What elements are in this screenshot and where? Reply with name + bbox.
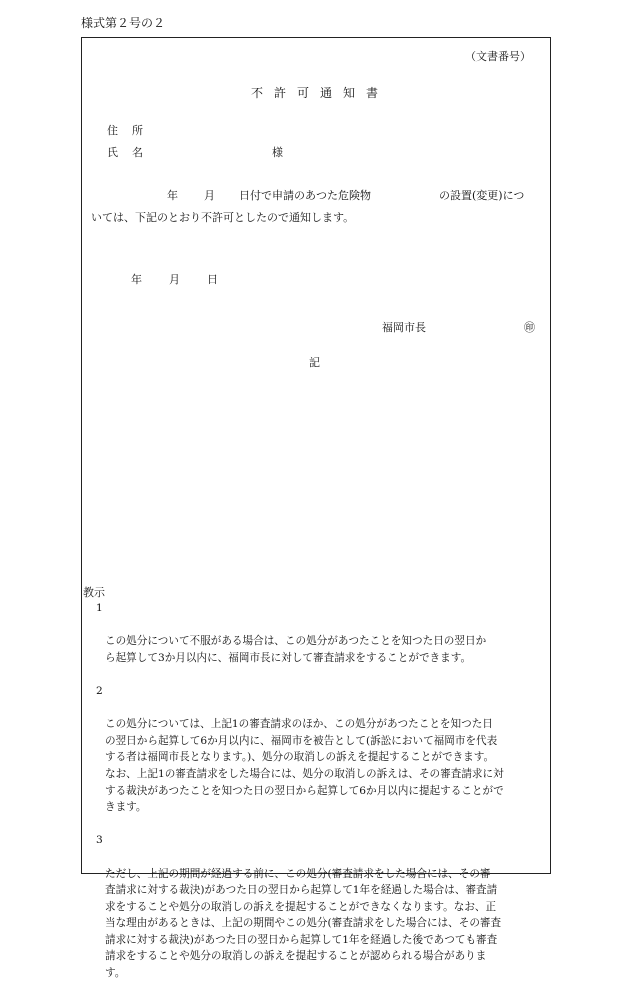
body-line1-tail: の設置(変更)につ [439,189,525,202]
date-day: 日 [207,273,218,286]
note-item [83,832,548,998]
date-year: 年 [131,273,142,286]
seal-mark: ㊞ [524,321,535,334]
name-row [107,144,283,160]
document-number: （文書番号） [465,50,531,63]
document-title: 不許可通知書 [251,86,390,100]
issue-date [131,271,245,287]
note-number: 2 [96,684,103,697]
name-label: 氏名 [107,146,157,159]
honorific-sama: 様 [272,146,283,159]
note-text: この処分について不服がある場合は、この処分があつたことを知つた日の翌日か ら起算して3か月以内に、福岡市長に対して審査請求をすることができます。 [105,635,487,664]
note-item [83,600,548,683]
address-row [107,122,155,138]
notes-list [83,600,548,998]
address-label: 住所 [107,124,157,137]
notes-heading: 教示 [83,586,105,599]
form-number: 様式第２号の２ [81,16,166,30]
note-text: この処分については、上記1の審査請求のほか、この処分があつたことを知つた日 の翌日から起算して6か月以内に、福岡市を被告として(訴訟において福岡市を代表 する者は福岡市長となります。)、処分の取消しの訴えを提起することができます。 なお、上記1の審査請求をした場合には、処分の取消しの訴えは、その審査請求に対 する裁決があつたことを知つた日の翌日から起算して6か月以内に提起することがで きます。 [105,718,504,814]
body-month: 月 [204,189,215,202]
note-number: 1 [96,602,103,614]
body-year: 年 [167,189,178,202]
note-number: 3 [96,834,103,847]
issuer-title: 福岡市長 [382,321,426,334]
ki-heading: 記 [309,356,320,369]
note-text: ただし、上記の期間が経過する前に、この処分(審査請求をした場合には、その審 査請求に対する裁決)があつた日の翌日から起算して1年を経過した場合は、審査請 求をすることや処分の取消しの訴えを提起することができなくなります。なお、正 当な理由があるときは、上記の期間やこの処分(審査請求をした場合には、その審査 請求に対する裁決)があつた日の翌日から起算して1年を経過した後であつても審査 請求をすることや処分の取消しの訴えを提起することが認められる場合がありま す。 [105,867,502,980]
date-month: 月 [169,273,180,286]
body-line1-main: 日付で申請のあつた危険物 [239,189,371,202]
note-item [83,683,548,832]
body-line2: いては、下記のとおり不許可としたので通知します。 [91,211,355,224]
